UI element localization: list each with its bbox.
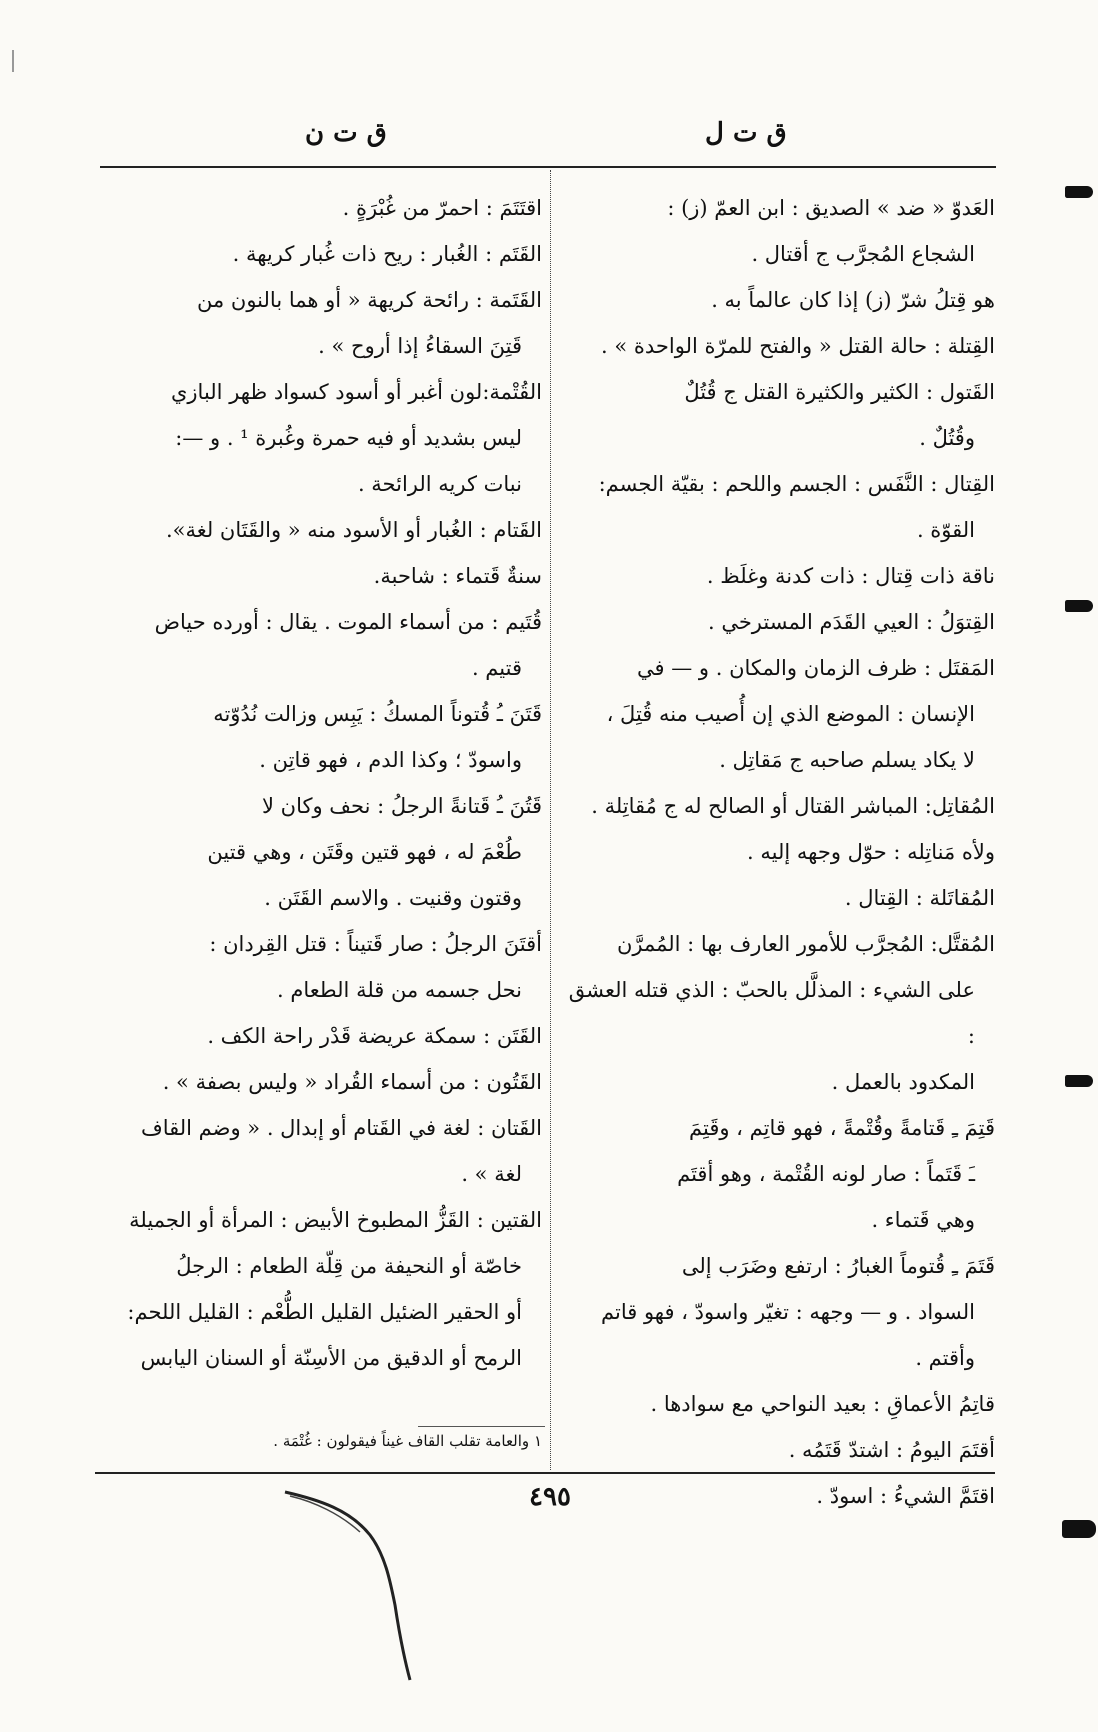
right-column-line: السواد . و — وجهه : تغيّر واسودّ ، فهو قاتم	[601, 1300, 975, 1324]
right-column-line: المكدود بالعمل .	[831, 1070, 975, 1094]
left-column-line: القَتَن : سمكة عريضة قَدْر راحة الكف .	[207, 1024, 542, 1048]
right-column-line: المَقتَل : ظرف الزمان والمكان . و — في	[637, 656, 995, 680]
margin-mark	[1065, 1075, 1093, 1087]
left-column-line: القَتان : لغة في القَتام أو إبدال . « وضم القاف	[140, 1116, 542, 1140]
right-column-line: ـَ قَتَماً : صار لونه القُتْمة ، وهو أقتَم	[677, 1162, 975, 1186]
margin-mark	[1065, 600, 1093, 612]
left-column-line: القتين : القَزُّ المطبوخ الأبيض : المرأة أو الجميلة	[129, 1208, 542, 1232]
right-column-line: القِتال : النَّفَس : الجسم واللحم : بقيّة الجسم:	[598, 472, 995, 496]
left-column-line: قَتُنَ ـُ قَتانةً الرجلُ : نحف وكان لا	[262, 794, 542, 818]
left-column-line: اقتَتَمَ : احمرّ من غُبْرَةٍ .	[342, 196, 542, 220]
right-column-line: المُقتَّل: المُجرَّب للأمور العارف بها : المُمرَّن	[616, 932, 995, 956]
left-column-line: نبات كريه الرائحة .	[357, 472, 522, 496]
left-column-line: طُعْمَ له ، فهو قتين وقَتَن ، وهي قتين	[207, 840, 522, 864]
left-column-line: أقتَنَ الرجلُ : صار قَتيناً : قتل القِردان :	[209, 932, 542, 956]
margin-mark	[1065, 186, 1093, 198]
right-column-line: قَتَمَ ـِ قُتوماً الغبارُ : ارتفع وضَرَب إلى	[681, 1254, 995, 1278]
right-column-line: المُقاتَلة : القِتال .	[844, 886, 995, 910]
right-column-line: لا يكاد يسلم صاحبه ج مَقاتِل .	[719, 748, 975, 772]
header-root-right: ق ت ل	[705, 118, 787, 148]
right-column-line: العَدوّ « ضد » الصديق : ابن العمّ (ز) :	[667, 196, 995, 220]
top-rule	[100, 166, 996, 168]
right-column-line: ناقة ذات قِتال : ذات كدنة وغلَظ .	[706, 564, 995, 588]
left-column-line: لغة » .	[461, 1162, 522, 1186]
right-column-line: ولأه مَناتِله : حوّل وجهه إليه .	[747, 840, 995, 864]
right-column-line: هو قِتلُ شرّ (ز) إذا كان عالماً به .	[711, 288, 995, 312]
left-column-line: الرمح أو الدقيق من الأسِنّة أو السنان اليابس	[140, 1346, 522, 1370]
right-column-line: الشجاع المُجرَّب ج أقتال .	[751, 242, 975, 266]
left-column-line: نحل جسمه من قلة الطعام .	[277, 978, 522, 1002]
right-column-line: اقتَمَّ الشيءُ : اسودّ .	[816, 1484, 995, 1508]
right-column-line: وقُتُلٌ .	[919, 426, 975, 450]
left-column-line: أو الحقير الضئيل القليل الطُّعْم : القليل اللحم:	[127, 1300, 522, 1324]
left-column-line: القَتام : الغُبار أو الأسود منه « والقَتَان لغة».	[165, 518, 542, 542]
right-column-line: القِتلة : حالة القتل « والفتح للمرّة الواحدة » .	[601, 334, 995, 358]
left-column-line: قَتَنَ ـُ قُتوناً المسكُ : يَبِس وزالت نُدُوّته	[213, 702, 542, 726]
right-column-line: الإنسان : الموضع الذي إن أُصيب منه قُتِلَ ،	[606, 702, 975, 726]
right-column-line: وأقتم .	[915, 1346, 975, 1370]
header-root-left: ق ت ن	[305, 118, 387, 148]
footnote: ١ والعامة تقلب القاف غيناً فيقولون : غُتْمَة .	[273, 1432, 542, 1450]
left-column-line: القَتُون : من أسماء القُراد « وليس بصفة » .	[162, 1070, 542, 1094]
page-number: ٤٩٥	[529, 1482, 571, 1512]
left-column-line: وقتون وقنيت . والاسم القَتَن .	[264, 886, 522, 910]
right-column-line: القِتوَلُ : العيي القَدَم المسترخي .	[707, 610, 995, 634]
left-column-line: قَتِنَ السقاءُ إذا أروح » .	[318, 334, 522, 358]
right-column-line: على الشيء : المذلَّل بالحبّ : الذي قتله العشق :	[568, 978, 975, 1048]
right-column-line: قاتِمُ الأعماقِ : بعيد النواحي مع سوادها .	[650, 1392, 995, 1416]
bottom-rule	[95, 1472, 995, 1474]
right-column-line: قَتِمَ ـِ قَتامةً وقُتْمةً ، فهو قاتِم ، وقَتِمَ	[689, 1116, 995, 1140]
left-column-line: القَتَم : الغُبار : ريح ذات غُبار كريهة .	[232, 242, 542, 266]
left-column-line: سنةٌ قَتماء : شاحبة.	[373, 564, 542, 588]
left-column-line: واسودّ ؛ وكذا الدم ، فهو قاتِن .	[259, 748, 522, 772]
left-column-line: ليس بشديد أو فيه حمرة وغُبرة ¹ . و —:	[175, 426, 522, 450]
right-column-line: المُقاتِل: المباشر القتال أو الصالح له ج مُقاتِلة .	[591, 794, 995, 818]
right-column-line: القوّة .	[916, 518, 975, 542]
right-column-line: القَتول : الكثير والكثيرة القتل ج قُتُلٌ	[684, 380, 995, 404]
left-column-line: قتيم .	[471, 656, 522, 680]
right-column-line: وهي قَتماء .	[871, 1208, 975, 1232]
right-column	[565, 185, 995, 1519]
paper-tear-mark	[280, 1490, 480, 1690]
left-column-line: القُتْمة:لون أغبر أو أسود كسواد ظهر البازي	[170, 380, 542, 404]
left-column	[100, 185, 542, 1381]
column-divider	[550, 170, 551, 1470]
edge-mark	[12, 50, 14, 72]
left-column-line: خاصّة أو النحيفة من قِلّة الطعام : الرجلُ	[176, 1254, 522, 1278]
right-column-line: أقتَمَ اليومُ : اشتدّ قَتَمُه .	[788, 1438, 995, 1462]
left-column-line: قُتَيم : من أسماء الموت . يقال : أورده حياض	[154, 610, 542, 634]
margin-mark	[1062, 1520, 1096, 1538]
left-column-line: القَتَمة : رائحة كريهة « أو هما بالنون من	[197, 288, 542, 312]
